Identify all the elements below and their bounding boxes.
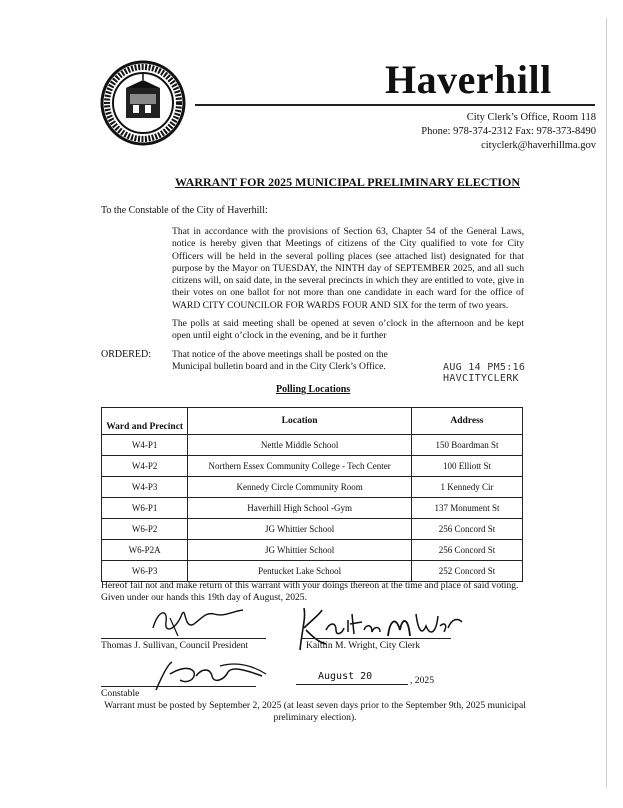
president-signature-line: [101, 638, 266, 639]
precinct-cell: W4-P1: [102, 435, 188, 456]
polling-locations-table: [101, 407, 523, 582]
precinct-cell: W4-P2: [102, 456, 188, 477]
location-cell: JG Whittier School: [188, 519, 412, 540]
contact-block: [421, 111, 596, 153]
precinct-cell: W6-P3: [102, 561, 188, 582]
stamp-office: HAVCITYCLERK: [443, 373, 519, 384]
salutation: To the Constable of the City of Haverhill:: [101, 205, 268, 216]
clerk-name: Kaitlin M. Wright, City Clerk: [306, 640, 421, 651]
document-title: WARRANT FOR 2025 MUNICIPAL PRELIMINARY ELECTION: [175, 175, 521, 189]
polls-hours-paragraph: The polls at said meeting shall be opened at seven o’clock in the afternoon and be kept open until eight o’clock in the evening, and be it further: [172, 318, 524, 342]
header-address: Address: [411, 408, 522, 435]
location-cell: Pentucket Lake School: [188, 561, 412, 582]
location-cell: Haverhill High School -Gym: [188, 498, 412, 519]
location-cell: JG Whittier School: [188, 540, 412, 561]
precinct-cell: W6-P2A: [102, 540, 188, 561]
address-cell: 100 Elliott St: [411, 456, 522, 477]
clerk-signature-line: [301, 638, 451, 639]
table-row: [102, 498, 523, 519]
office-address: City Clerk’s Office, Room 118: [466, 112, 596, 123]
city-seal-icon: [100, 60, 186, 146]
constable-signature-line: [101, 686, 256, 687]
precinct-cell: W6-P2: [102, 519, 188, 540]
table-row: [102, 519, 523, 540]
received-stamp: [443, 362, 525, 384]
ordered-text: That notice of the above meetings shall be posted on the Municipal bulletin board and in the City Clerk’s Office.: [172, 349, 388, 373]
table-row: [102, 477, 523, 498]
address-cell: 1 Kennedy Cir: [411, 477, 522, 498]
phone-fax: Phone: 978-374-2312 Fax: 978-373-8490: [421, 126, 596, 137]
table-row: [102, 435, 523, 456]
precinct-cell: W6-P1: [102, 498, 188, 519]
email-address: cityclerk@haverhillma.gov: [481, 140, 596, 151]
stamp-date: AUG 14 PM5:16: [443, 362, 526, 373]
precinct-cell: W4-P3: [102, 477, 188, 498]
location-cell: Northern Essex Community College - Tech Center: [188, 456, 412, 477]
header-location: Location: [188, 408, 412, 435]
signing-year: , 2025: [410, 675, 434, 686]
location-cell: Nettle Middle School: [188, 435, 412, 456]
ordered-label: ORDERED:: [101, 349, 151, 360]
table-row: [102, 561, 523, 582]
president-name: Thomas J. Sullivan, Council President: [101, 640, 249, 651]
letterhead-rule: [195, 104, 595, 106]
date-line: [296, 684, 408, 685]
header-ward-precinct: Ward and Precinct: [102, 408, 188, 435]
polling-locations-title: Polling Locations: [276, 384, 351, 395]
table-row: [102, 456, 523, 477]
address-cell: 256 Concord St: [411, 519, 522, 540]
constable-signature: [150, 656, 270, 696]
scan-edge-rule: [606, 18, 607, 788]
constable-label: Constable: [101, 688, 140, 699]
address-cell: 150 Boardman St: [411, 435, 522, 456]
address-cell: 137 Monument St: [411, 498, 522, 519]
table-row: [102, 540, 523, 561]
signing-date: August 20: [318, 671, 373, 682]
president-signature: [148, 600, 248, 640]
table-header-row: [102, 408, 523, 435]
location-cell: Kennedy Circle Community Room: [188, 477, 412, 498]
address-cell: 256 Concord St: [411, 540, 522, 561]
posting-deadline-note: Warrant must be posted by September 2, 2025 (at least seven days prior to the September 9th, 2025 municipal preliminary election).: [104, 700, 526, 724]
notice-paragraph: That in accordance with the provisions of Section 63, Chapter 54 of the General Laws, notice is hereby given that Meetings of citizens of the City qualified to vote for City Officers will be held in the several polling places (see attached list) designated for that purpose by the Mayor on TUESDAY, the NINTH day of SEPTEMBER 2025, and all such citizens will, on said date, in the several precincts in which they are entitled to vote, give in their votes on one ballot for not more than one candidate in each ward for the office of WARD CITY COUNCILOR FOR WARDS FOUR AND SIX for the term of two years.: [172, 226, 524, 311]
address-cell: 252 Concord St: [411, 561, 522, 582]
city-name-heading: Haverhill: [385, 57, 552, 102]
hereof-paragraph: Hereof fail not and make return of this warrant with your doings thereon at the time and place of said voting. Given under our hands this 19th day of August, 2025.: [101, 580, 519, 604]
